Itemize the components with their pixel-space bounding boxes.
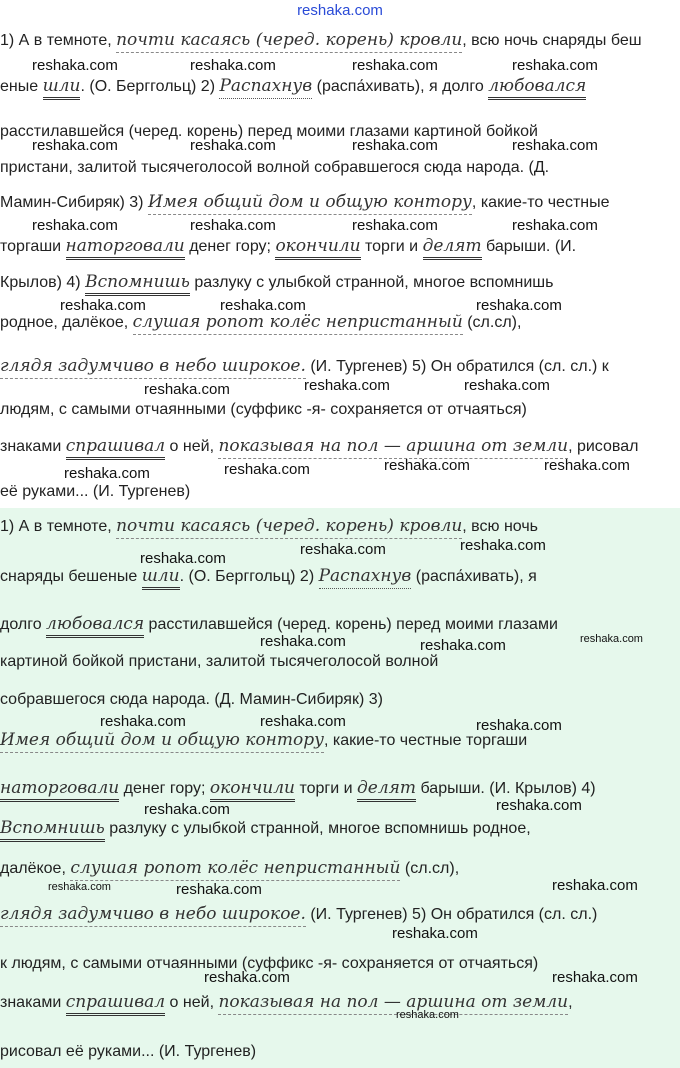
watermark: reshaka.com bbox=[460, 537, 546, 554]
text: еные bbox=[0, 78, 43, 95]
predicate: окончили bbox=[210, 778, 295, 802]
predicate: делят bbox=[423, 236, 482, 260]
sentence-line bbox=[0, 516, 538, 537]
text: , какие-то честные bbox=[471, 194, 610, 211]
watermark: reshaka.com bbox=[476, 297, 562, 314]
sentence-line bbox=[0, 356, 609, 377]
watermark: reshaka.com bbox=[544, 457, 630, 474]
text: , всю ночь bbox=[462, 518, 538, 535]
watermark: reshaka.com bbox=[32, 137, 118, 154]
predicate: спрашивал bbox=[66, 992, 165, 1016]
sentence-line bbox=[0, 778, 596, 799]
text: (сл.сл), bbox=[462, 314, 522, 331]
watermark: reshaka.com bbox=[552, 969, 638, 986]
text: о ней, bbox=[165, 994, 219, 1011]
answer-panel-top bbox=[0, 28, 680, 508]
sentence-line bbox=[0, 818, 531, 839]
sentence-line bbox=[0, 236, 576, 257]
watermark: reshaka.com bbox=[260, 633, 346, 650]
watermark: reshaka.com bbox=[392, 925, 478, 942]
watermark: reshaka.com bbox=[352, 137, 438, 154]
text: рисовал её руками... (И. Тургенев) bbox=[0, 1043, 257, 1060]
watermark: reshaka.com bbox=[396, 1009, 459, 1021]
text: собравшегося сюда народа. (Д. Мамин-Сибиряк) 3) bbox=[0, 691, 383, 708]
site-title[interactable]: reshaka.com bbox=[297, 2, 383, 19]
text: торги и bbox=[360, 238, 423, 255]
predicate: наторговали bbox=[0, 778, 119, 802]
text: знаками bbox=[0, 994, 66, 1011]
watermark: reshaka.com bbox=[220, 297, 306, 314]
watermark: reshaka.com bbox=[304, 377, 390, 394]
watermark: reshaka.com bbox=[580, 633, 643, 645]
predicate: Вспомнишь bbox=[0, 818, 105, 842]
text: разлуку с улыбкой странной, многое вспомнишь родное, bbox=[104, 820, 531, 837]
adverbial-participle: Распахнув bbox=[319, 566, 412, 589]
text: торги и bbox=[295, 780, 358, 797]
watermark: reshaka.com bbox=[512, 217, 598, 234]
watermark: reshaka.com bbox=[176, 881, 262, 898]
text: картиной бойкой пристани, залитой тысячеголосой волной bbox=[0, 653, 439, 670]
adverbial-phrase: глядя задумчиво в небо широкое. bbox=[0, 356, 306, 379]
text: пристани, залитой тысячеголосой волной собравшегося сюда народа. (Д. bbox=[0, 159, 550, 176]
text: далёкое, bbox=[0, 860, 71, 877]
watermark: reshaka.com bbox=[204, 969, 290, 986]
text: снаряды бешеные bbox=[0, 568, 142, 585]
text: , рисовал bbox=[568, 438, 639, 455]
sentence-line bbox=[0, 158, 549, 178]
watermark: reshaka.com bbox=[60, 297, 146, 314]
text: расстилавшейся (черед. корень) перед моими глазами картиной бойкой bbox=[0, 123, 538, 140]
adverbial-phrase: глядя задумчиво в небо широкое. bbox=[0, 904, 306, 927]
watermark: reshaka.com bbox=[464, 377, 550, 394]
adverbial-phrase: показывая на пол — аршина от земли bbox=[218, 436, 568, 459]
text: о ней, bbox=[165, 438, 219, 455]
watermark: reshaka.com bbox=[260, 713, 346, 730]
watermark: reshaka.com bbox=[512, 57, 598, 74]
watermark: reshaka.com bbox=[512, 137, 598, 154]
watermark: reshaka.com bbox=[48, 881, 111, 893]
watermark: reshaka.com bbox=[352, 57, 438, 74]
watermark: reshaka.com bbox=[32, 57, 118, 74]
text: денег гору; bbox=[184, 238, 276, 255]
predicate: любовался bbox=[46, 614, 144, 638]
adverbial-phrase: почти касаясь (черед. корень) кровли bbox=[116, 516, 462, 539]
watermark: reshaka.com bbox=[32, 217, 118, 234]
watermark: reshaka.com bbox=[420, 637, 506, 654]
predicate: спрашивал bbox=[66, 436, 165, 460]
sentence-line bbox=[0, 482, 190, 502]
text: (сл.сл), bbox=[400, 860, 460, 877]
text: , bbox=[568, 994, 573, 1011]
text: (распа́хивать), я долго bbox=[312, 78, 489, 95]
text: (И. Тургенев) 5) Он обратился (сл. сл.) bbox=[305, 906, 598, 923]
text: расстилавшейся (черед. корень) перед моими глазами bbox=[144, 616, 558, 633]
text: , какие-то честные торгаши bbox=[323, 732, 528, 749]
text: 1) А в темноте, bbox=[0, 518, 117, 535]
text: , всю ночь снаряды беш bbox=[462, 32, 642, 49]
sentence-line bbox=[0, 1042, 256, 1062]
watermark: reshaka.com bbox=[190, 217, 276, 234]
text: барыши. (И. Крылов) 4) bbox=[416, 780, 596, 797]
watermark: reshaka.com bbox=[300, 541, 386, 558]
sentence-line bbox=[0, 904, 597, 925]
adverbial-phrase: Имея общий дом и общую контору bbox=[148, 192, 472, 215]
watermark: reshaka.com bbox=[140, 550, 226, 567]
text: людям, с самыми отчаянными (суффикс -я- сохраняется от отчаяться) bbox=[0, 401, 527, 418]
text: знаками bbox=[0, 438, 66, 455]
text: разлуку с улыбкой странной, многое вспомнишь bbox=[189, 274, 554, 291]
adverbial-phrase: слушая ропот колёс непристанный bbox=[70, 858, 400, 881]
predicate: наторговали bbox=[66, 236, 185, 260]
predicate: любовался bbox=[488, 76, 586, 100]
text: . (О. Берггольц) 2) bbox=[179, 568, 319, 585]
watermark: reshaka.com bbox=[190, 137, 276, 154]
adverbial-participle: Распахнув bbox=[219, 76, 312, 99]
text: торгаши bbox=[0, 238, 66, 255]
text: денег гору; bbox=[119, 780, 210, 797]
watermark: reshaka.com bbox=[224, 461, 310, 478]
sentence-line bbox=[0, 436, 638, 457]
adverbial-phrase: слушая ропот колёс непристанный bbox=[133, 312, 463, 335]
watermark: reshaka.com bbox=[144, 801, 230, 818]
sentence-line bbox=[0, 400, 527, 420]
sentence-line bbox=[0, 30, 642, 51]
watermark: reshaka.com bbox=[100, 713, 186, 730]
text: родное, далёкое, bbox=[0, 314, 133, 331]
text: Мамин-Сибиряк) 3) bbox=[0, 194, 148, 211]
text: долго bbox=[0, 616, 47, 633]
sentence-line bbox=[0, 76, 586, 97]
predicate: шли bbox=[142, 566, 180, 590]
watermark: reshaka.com bbox=[352, 217, 438, 234]
adverbial-phrase: Имея общий дом и общую контору bbox=[0, 730, 324, 753]
sentence-line bbox=[0, 992, 573, 1013]
watermark: reshaka.com bbox=[190, 57, 276, 74]
sentence-line bbox=[0, 690, 383, 710]
text: . (О. Берггольц) 2) bbox=[80, 78, 220, 95]
text: (И. Тургенев) 5) Он обратился (сл. сл.) к bbox=[305, 358, 609, 375]
text: 1) А в темноте, bbox=[0, 32, 117, 49]
text: к людям, с самыми отчаянными (суффикс -я- сохраняется от отчаяться) bbox=[0, 955, 539, 972]
text: Крылов) 4) bbox=[0, 274, 86, 291]
watermark: reshaka.com bbox=[552, 877, 638, 894]
predicate: шли bbox=[43, 76, 81, 100]
predicate: окончили bbox=[275, 236, 360, 260]
sentence-line bbox=[0, 192, 610, 213]
sentence-line bbox=[0, 652, 438, 672]
sentence-line bbox=[0, 614, 558, 635]
watermark: reshaka.com bbox=[144, 381, 230, 398]
text: (распа́хивать), я bbox=[411, 568, 537, 585]
sentence-line bbox=[0, 272, 553, 293]
watermark: reshaka.com bbox=[476, 717, 562, 734]
watermark: reshaka.com bbox=[496, 797, 582, 814]
predicate: Вспомнишь bbox=[85, 272, 190, 296]
adverbial-phrase: показывая на пол — аршина от земли bbox=[218, 992, 568, 1015]
sentence-line bbox=[0, 566, 537, 587]
sentence-line bbox=[0, 858, 459, 879]
sentence-line bbox=[0, 312, 521, 333]
text: её руками... (И. Тургенев) bbox=[0, 483, 191, 500]
watermark: reshaka.com bbox=[64, 465, 150, 482]
predicate: делят bbox=[357, 778, 416, 802]
watermark: reshaka.com bbox=[384, 457, 470, 474]
sentence-line bbox=[0, 730, 527, 751]
text: барыши. (И. bbox=[481, 238, 577, 255]
adverbial-phrase: почти касаясь (черед. корень) кровли bbox=[116, 30, 462, 53]
